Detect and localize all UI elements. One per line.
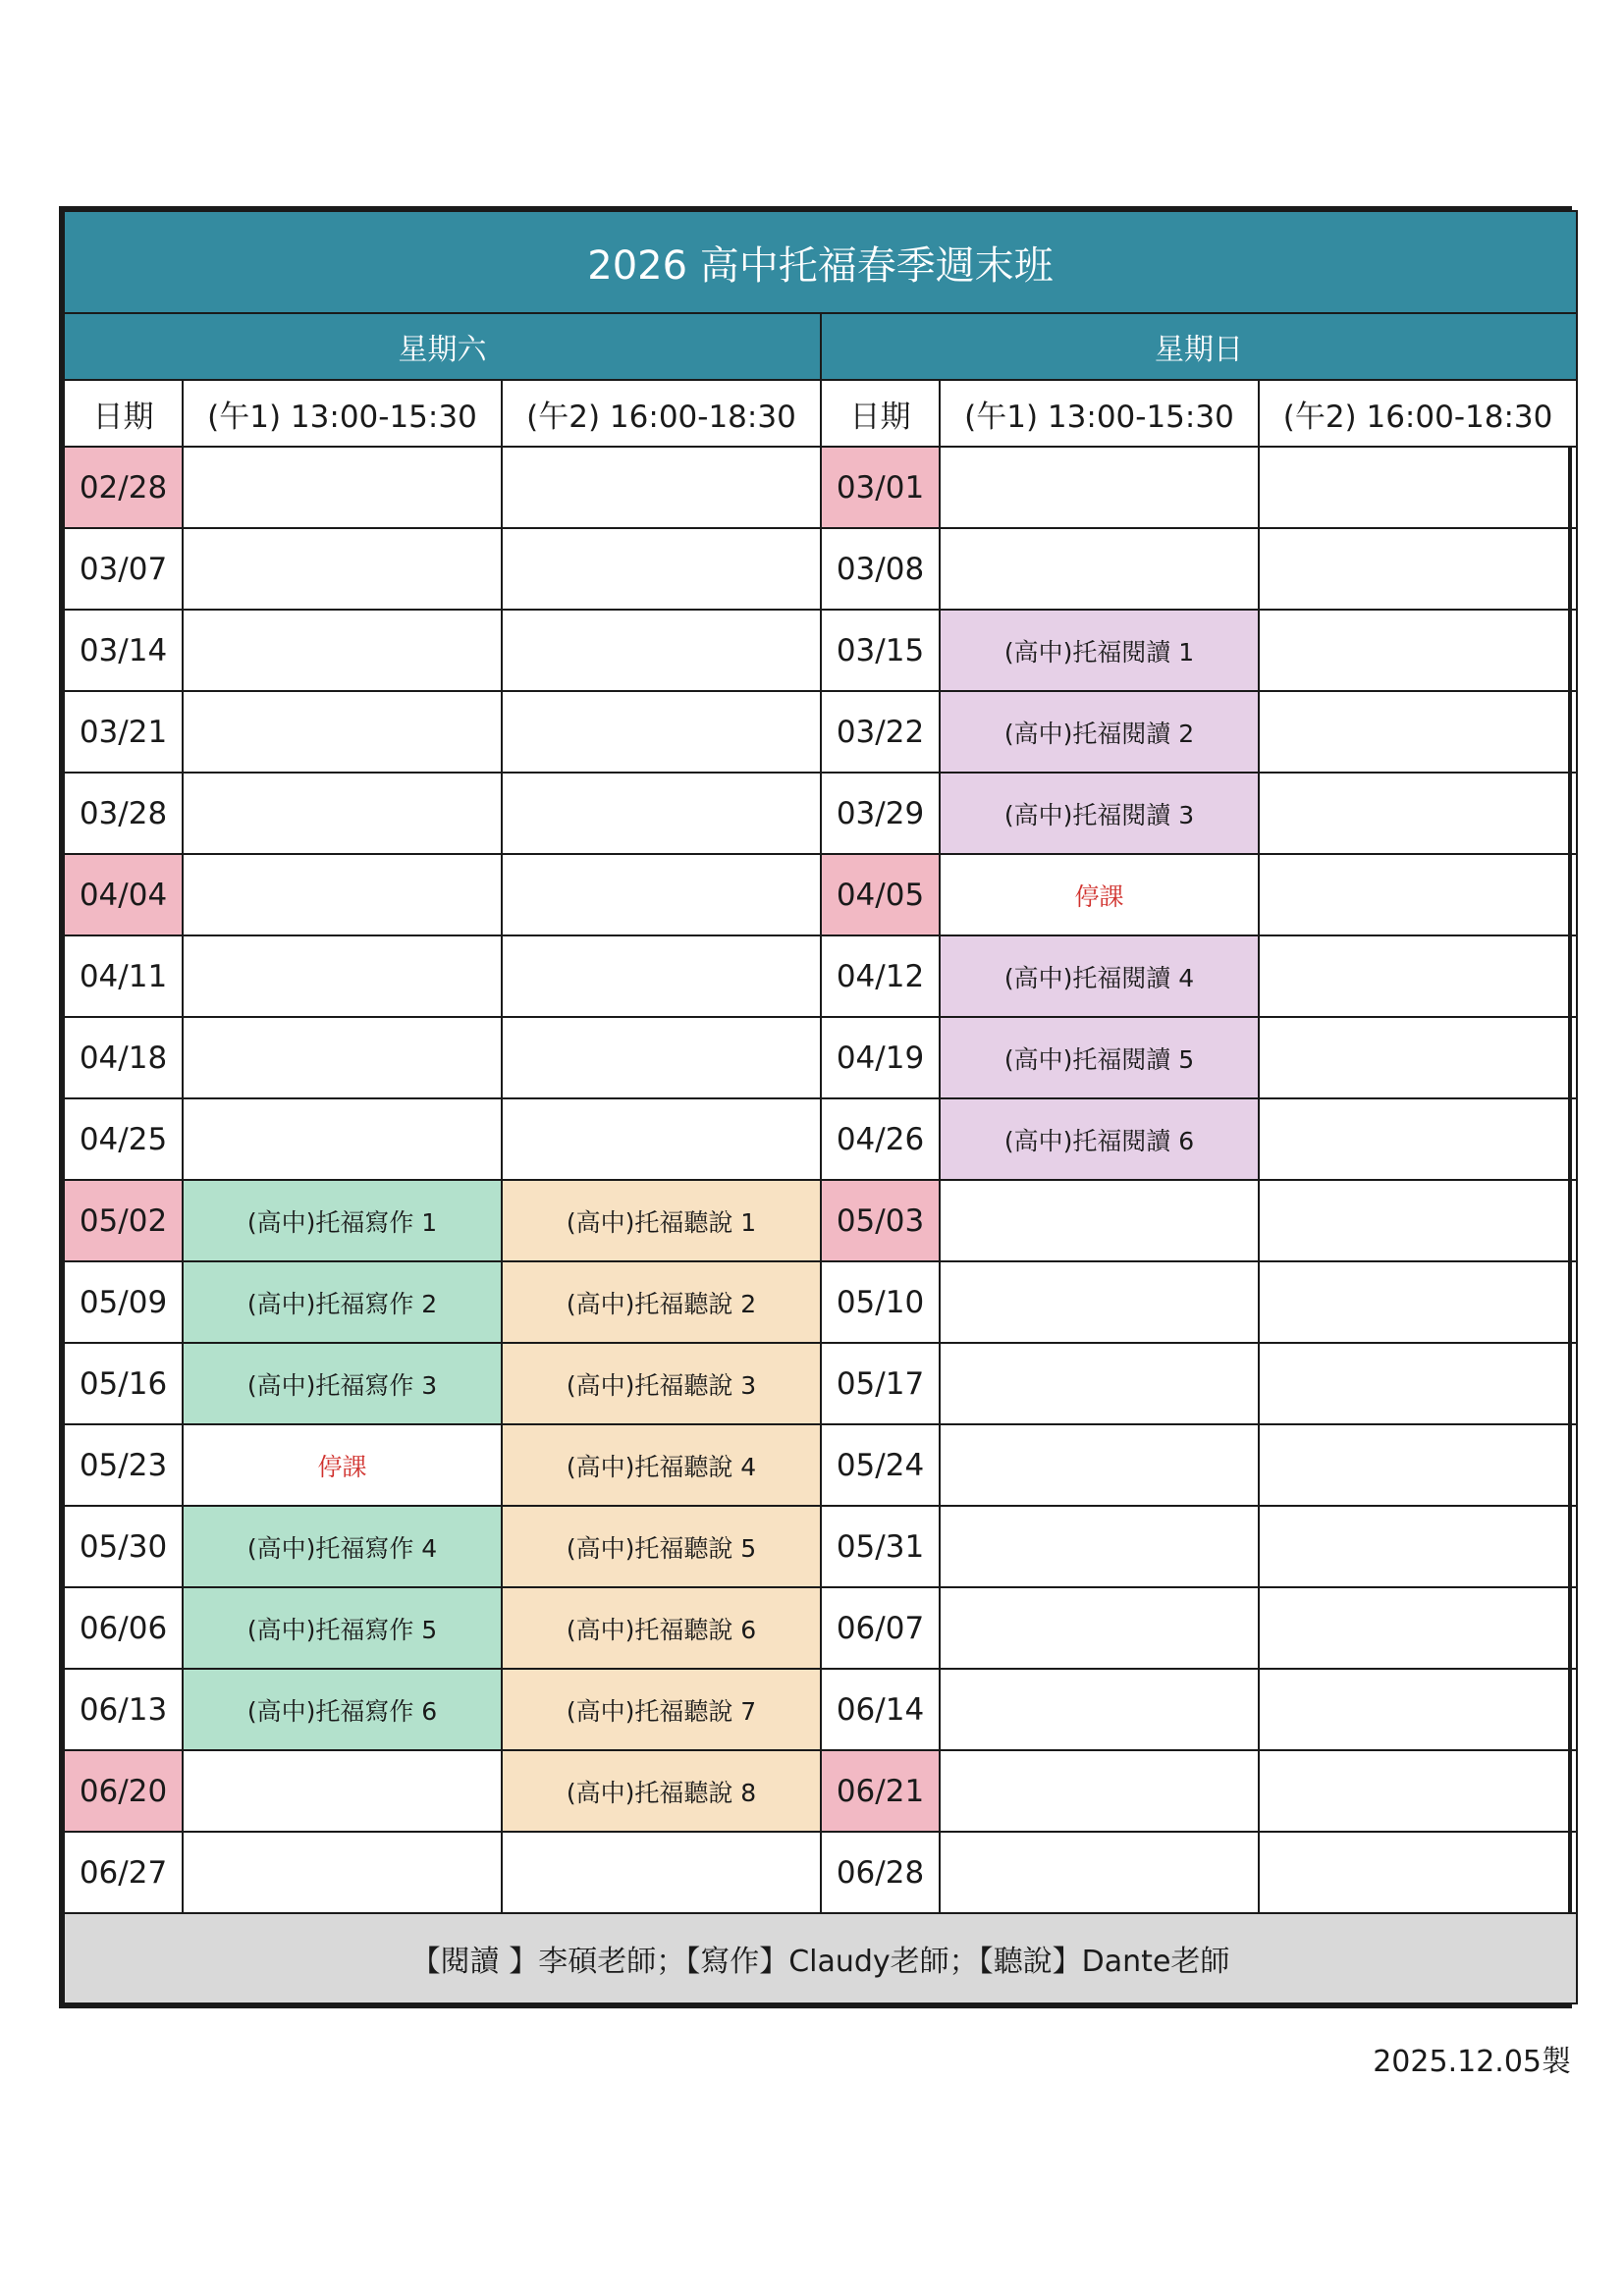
saturday-slot1-class: (高中)托福寫作 2	[183, 1261, 502, 1343]
saturday-slot2-class: (高中)托福聽說 6	[502, 1587, 821, 1669]
schedule-body	[64, 447, 1577, 1913]
saturday-date: 06/20	[64, 1750, 183, 1832]
saturday-slot2-class	[502, 773, 821, 854]
sunday-date: 06/21	[821, 1750, 940, 1832]
saturday-date: 04/25	[64, 1098, 183, 1180]
sunday-date: 05/31	[821, 1506, 940, 1587]
schedule-row	[64, 1506, 1577, 1587]
saturday-slot2-header: (午2) 16:00-18:30	[502, 380, 821, 447]
saturday-slot1-class: (高中)托福寫作 4	[183, 1506, 502, 1587]
saturday-date: 02/28	[64, 447, 183, 528]
sunday-date: 04/05	[821, 854, 940, 935]
saturday-slot2-class: (高中)托福聽說 5	[502, 1506, 821, 1587]
sunday-slot1-class	[940, 1832, 1259, 1913]
sunday-date: 05/24	[821, 1424, 940, 1506]
schedule-row	[64, 1098, 1577, 1180]
sunday-slot2-class	[1259, 935, 1577, 1017]
saturday-slot2-class	[502, 1832, 821, 1913]
sunday-date: 03/08	[821, 528, 940, 610]
sunday-slot2-class	[1259, 1180, 1577, 1261]
saturday-slot1-class	[183, 1017, 502, 1098]
sunday-slot2-class	[1259, 1669, 1577, 1750]
sunday-slot1-class: (高中)托福閱讀 3	[940, 773, 1259, 854]
saturday-date: 05/23	[64, 1424, 183, 1506]
saturday-slot2-class	[502, 935, 821, 1017]
saturday-date: 03/21	[64, 691, 183, 773]
schedule-row	[64, 1180, 1577, 1261]
schedule-row	[64, 1750, 1577, 1832]
schedule-row	[64, 773, 1577, 854]
sunday-slot1-class	[940, 1180, 1259, 1261]
saturday-date: 05/30	[64, 1506, 183, 1587]
schedule-row	[64, 528, 1577, 610]
sunday-date: 03/29	[821, 773, 940, 854]
saturday-slot2-class	[502, 528, 821, 610]
saturday-slot1-class: (高中)托福寫作 3	[183, 1343, 502, 1424]
saturday-date: 05/09	[64, 1261, 183, 1343]
sunday-slot1-class: (高中)托福閱讀 4	[940, 935, 1259, 1017]
saturday-slot2-class	[502, 1017, 821, 1098]
saturday-slot1-header: (午1) 13:00-15:30	[183, 380, 502, 447]
schedule-row	[64, 854, 1577, 935]
sunday-slot1-class	[940, 1343, 1259, 1424]
sunday-slot2-header: (午2) 16:00-18:30	[1259, 380, 1577, 447]
sunday-date: 03/15	[821, 610, 940, 691]
saturday-slot1-class	[183, 691, 502, 773]
sunday-slot1-class: 停課	[940, 854, 1259, 935]
sunday-slot2-class	[1259, 1424, 1577, 1506]
sunday-date-header: 日期	[821, 380, 940, 447]
saturday-slot2-class: (高中)托福聽說 4	[502, 1424, 821, 1506]
saturday-date-header: 日期	[64, 380, 183, 447]
saturday-slot2-class	[502, 610, 821, 691]
sunday-date: 04/12	[821, 935, 940, 1017]
saturday-slot2-class: (高中)托福聽說 3	[502, 1343, 821, 1424]
sunday-slot2-class	[1259, 1261, 1577, 1343]
sunday-slot2-class	[1259, 854, 1577, 935]
schedule-title: 2026 高中托福春季週末班	[64, 211, 1577, 313]
saturday-date: 04/04	[64, 854, 183, 935]
sunday-slot2-class	[1259, 528, 1577, 610]
sunday-date: 05/03	[821, 1180, 940, 1261]
saturday-slot1-class	[183, 610, 502, 691]
schedule-row	[64, 1017, 1577, 1098]
sunday-date: 06/07	[821, 1587, 940, 1669]
sunday-slot2-class	[1259, 1587, 1577, 1669]
schedule-row	[64, 1343, 1577, 1424]
saturday-date: 05/16	[64, 1343, 183, 1424]
saturday-slot1-class	[183, 773, 502, 854]
sunday-date: 04/26	[821, 1098, 940, 1180]
sunday-slot1-class	[940, 1261, 1259, 1343]
saturday-date: 04/18	[64, 1017, 183, 1098]
saturday-date: 05/02	[64, 1180, 183, 1261]
saturday-slot1-class	[183, 1098, 502, 1180]
sunday-slot2-class	[1259, 447, 1577, 528]
saturday-slot2-class: (高中)托福聽說 7	[502, 1669, 821, 1750]
sunday-header: 星期日	[821, 313, 1577, 380]
sunday-slot1-class	[940, 447, 1259, 528]
sunday-slot1-class	[940, 528, 1259, 610]
saturday-date: 06/06	[64, 1587, 183, 1669]
sunday-slot2-class	[1259, 773, 1577, 854]
saturday-slot2-class	[502, 1098, 821, 1180]
sunday-slot2-class	[1259, 1506, 1577, 1587]
sunday-slot1-class: (高中)托福閱讀 5	[940, 1017, 1259, 1098]
sunday-slot2-class	[1259, 1098, 1577, 1180]
sunday-date: 05/10	[821, 1261, 940, 1343]
made-date: 2025.12.05製	[1373, 2045, 1571, 2079]
schedule-row	[64, 1261, 1577, 1343]
saturday-slot2-class: (高中)托福聽說 2	[502, 1261, 821, 1343]
saturday-slot2-class	[502, 691, 821, 773]
saturday-slot1-class	[183, 528, 502, 610]
schedule-row	[64, 447, 1577, 528]
saturday-date: 03/14	[64, 610, 183, 691]
schedule-sheet	[59, 206, 1572, 2008]
schedule-row	[64, 1424, 1577, 1506]
saturday-slot2-class	[502, 854, 821, 935]
schedule-table	[63, 210, 1578, 2004]
sunday-date: 06/14	[821, 1669, 940, 1750]
schedule-row	[64, 1832, 1577, 1913]
sunday-date: 03/01	[821, 447, 940, 528]
saturday-slot1-class	[183, 1750, 502, 1832]
schedule-row	[64, 935, 1577, 1017]
sunday-date: 05/17	[821, 1343, 940, 1424]
saturday-slot1-class: 停課	[183, 1424, 502, 1506]
sunday-slot1-class	[940, 1424, 1259, 1506]
saturday-date: 03/07	[64, 528, 183, 610]
sunday-slot1-class	[940, 1587, 1259, 1669]
saturday-slot1-class	[183, 935, 502, 1017]
sunday-slot1-class: (高中)托福閱讀 2	[940, 691, 1259, 773]
saturday-date: 06/13	[64, 1669, 183, 1750]
saturday-date: 04/11	[64, 935, 183, 1017]
schedule-row	[64, 610, 1577, 691]
sunday-slot1-class	[940, 1750, 1259, 1832]
sunday-date: 04/19	[821, 1017, 940, 1098]
sunday-slot2-class	[1259, 1750, 1577, 1832]
sunday-slot2-class	[1259, 1832, 1577, 1913]
saturday-slot1-class	[183, 854, 502, 935]
sunday-slot1-class	[940, 1506, 1259, 1587]
sunday-slot1-class: (高中)托福閱讀 1	[940, 610, 1259, 691]
sunday-slot1-class	[940, 1669, 1259, 1750]
sunday-slot1-header: (午1) 13:00-15:30	[940, 380, 1259, 447]
saturday-slot2-class	[502, 447, 821, 528]
saturday-date: 06/27	[64, 1832, 183, 1913]
saturday-slot1-class	[183, 447, 502, 528]
saturday-slot1-class: (高中)托福寫作 1	[183, 1180, 502, 1261]
saturday-slot1-class	[183, 1832, 502, 1913]
schedule-row	[64, 1669, 1577, 1750]
schedule-row	[64, 1587, 1577, 1669]
saturday-date: 03/28	[64, 773, 183, 854]
saturday-slot1-class: (高中)托福寫作 5	[183, 1587, 502, 1669]
saturday-slot2-class: (高中)托福聽說 1	[502, 1180, 821, 1261]
sunday-slot2-class	[1259, 1017, 1577, 1098]
sunday-slot2-class	[1259, 691, 1577, 773]
saturday-header: 星期六	[64, 313, 821, 380]
sunday-slot1-class: (高中)托福閱讀 6	[940, 1098, 1259, 1180]
saturday-slot2-class: (高中)托福聽說 8	[502, 1750, 821, 1832]
sunday-date: 03/22	[821, 691, 940, 773]
sunday-date: 06/28	[821, 1832, 940, 1913]
sunday-slot2-class	[1259, 610, 1577, 691]
teacher-legend: 【閱讀 】李碩老師；【寫作】Claudy老師；【聽說】Dante老師	[64, 1913, 1577, 2003]
schedule-row	[64, 691, 1577, 773]
saturday-slot1-class: (高中)托福寫作 6	[183, 1669, 502, 1750]
sunday-slot2-class	[1259, 1343, 1577, 1424]
